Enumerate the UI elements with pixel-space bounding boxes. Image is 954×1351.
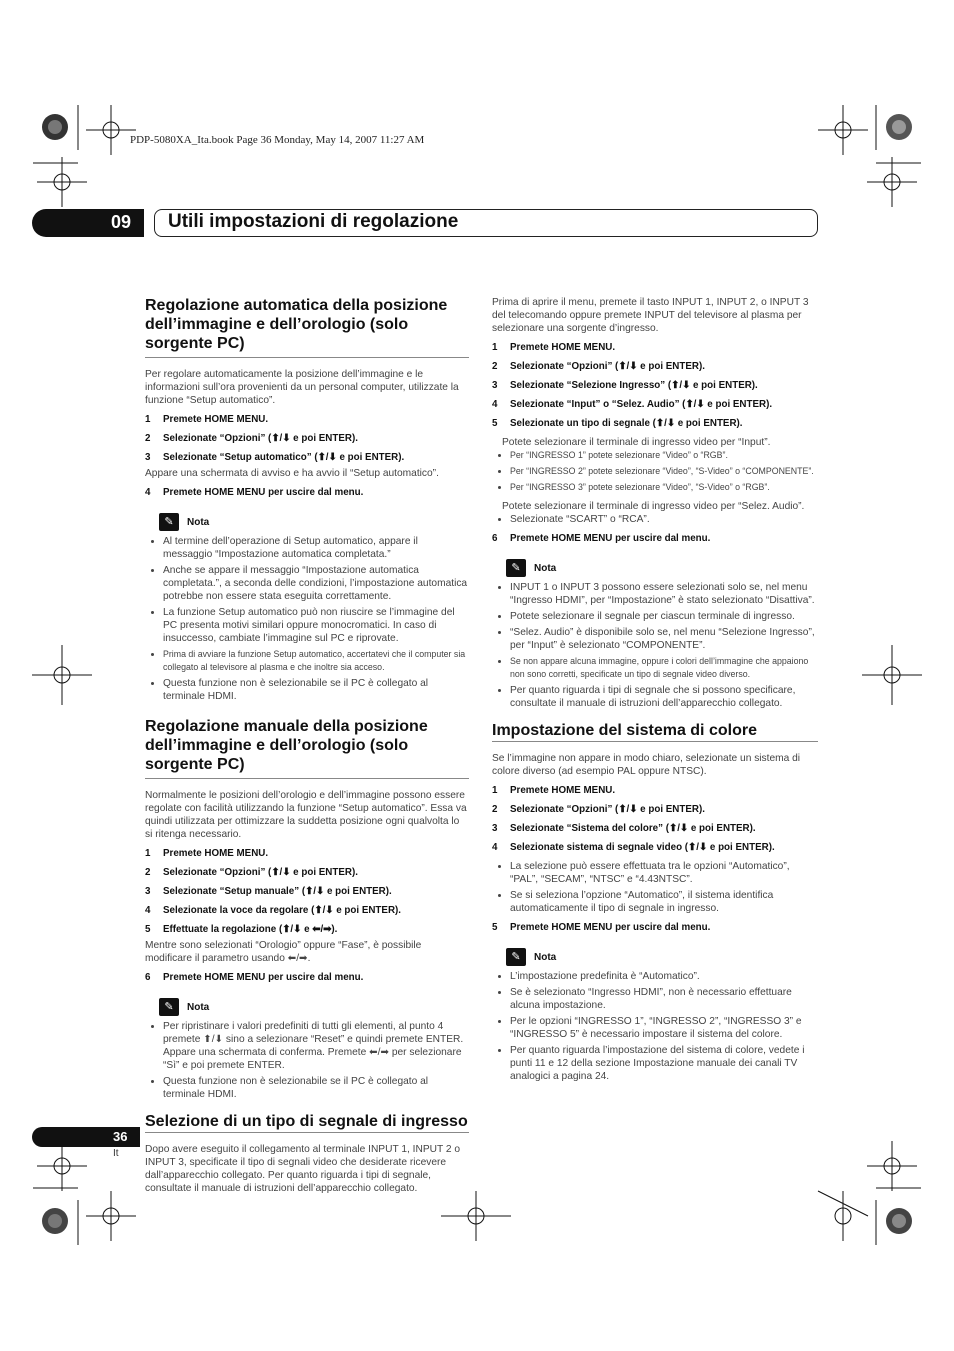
step-text: Selezionate “Opzioni” (⬆/⬇ e poi ENTER). xyxy=(510,804,705,815)
list-item: • Per quanto riguarda i tipi di segnale che si possono specificare, consultate il manuale di istruzioni dell’apparecchio collegato. xyxy=(510,684,818,710)
step-text: Premete HOME MENU. xyxy=(163,848,269,859)
step-number: 5 xyxy=(145,924,151,935)
list-item: • “Selez. Audio” è disponibile solo se, nel menu “Selezione Ingresso”, per “Input” è selezionato “COMPONENTE”. xyxy=(510,626,818,652)
step-number: 3 xyxy=(492,823,498,834)
list-item: • Per ripristinare i valori predefiniti di tutti gli elementi, al punto 4 premete ⬆/⬇ sino a selezionare “Reset” e quindi premete ENTER. Appare una schermata di conferma. Premete ⬅/➡ per selezionare “Sì” e poi premete ENTER. xyxy=(163,1020,469,1072)
step-number: 4 xyxy=(145,487,151,498)
note-list xyxy=(492,970,818,1083)
step-number: 1 xyxy=(492,342,498,353)
list-item: • INPUT 1 o INPUT 3 possono essere selezionati solo se, nel menu “Ingresso HDMI”, per “Impostazione” è stato selezionato “Disattiva”. xyxy=(510,581,818,607)
step-item xyxy=(492,379,818,392)
step-item xyxy=(145,971,469,984)
step-item xyxy=(145,866,469,879)
list-item: • Per “INGRESSO 1” potete selezionare “Video” o “RGB”. xyxy=(510,449,818,462)
note-header xyxy=(159,998,469,1016)
note-pencil-icon: ✎ xyxy=(506,948,526,966)
step-item xyxy=(145,847,469,860)
step-text: Selezionate “Opzioni” (⬆/⬇ e poi ENTER). xyxy=(163,867,358,878)
step-list xyxy=(145,847,469,936)
step-text: Premete HOME MENU per uscire dal menu. xyxy=(163,972,364,983)
left-column xyxy=(145,296,469,1201)
section-intro: Prima di aprire il menu, premete il tasto INPUT 1, INPUT 2, o INPUT 3 del telecomando oppure premete INPUT del televisore al plasma per selezionare una sorgente d’ingresso. xyxy=(492,297,809,334)
step-number: 5 xyxy=(492,922,498,933)
step-number: 6 xyxy=(492,533,498,544)
step-text: Selezionate la voce da regolare (⬆/⬇ e poi ENTER). xyxy=(163,905,402,916)
page-number: 36 xyxy=(113,1129,128,1144)
step-item xyxy=(145,885,469,898)
list-item: • Selezionate “SCART” o “RCA”. xyxy=(510,513,818,526)
list-item: • L’impostazione predefinita è “Automatico”. xyxy=(510,970,818,983)
step-number: 1 xyxy=(492,785,498,796)
step-text: Premete HOME MENU. xyxy=(510,785,616,796)
step-item xyxy=(492,360,818,373)
step-item xyxy=(145,451,469,464)
list-item: • Al termine dell’operazione di Setup automatico, appare il messaggio “Impostazione automatica completata.” xyxy=(163,535,469,561)
note-pencil-icon: ✎ xyxy=(159,998,179,1016)
step-subtext: Potete selezionare il terminale di ingresso video per “Input”. xyxy=(502,437,771,448)
list-item: • Per “INGRESSO 2” potete selezionare “Video”, “S-Video” o “COMPONENTE”. xyxy=(510,465,818,478)
step-text: Premete HOME MENU. xyxy=(163,414,269,425)
step-item xyxy=(145,486,469,499)
list-item: • La selezione può essere effettuata tra le opzioni “Automatico”, “PAL”, “SECAM”, “NTSC” e “4.43NTSC”. xyxy=(510,860,818,886)
list-item: • Se è selezionato “Ingresso HDMI”, non è necessario effettuare alcuna impostazione. xyxy=(510,986,818,1012)
note-header xyxy=(159,513,469,531)
note-header xyxy=(506,948,818,966)
step-number: 2 xyxy=(145,433,151,444)
step-text: Selezionate “Setup automatico” (⬆/⬇ e poi ENTER). xyxy=(163,452,405,463)
step-subtext: Potete selezionare il terminale di ingresso video per “Selez. Audio”. xyxy=(502,501,805,512)
step-item xyxy=(145,432,469,445)
step-number: 2 xyxy=(492,804,498,815)
step-item xyxy=(492,398,818,411)
section-title-auto: Regolazione automatica della posizione dell’immagine e dell’orologio (solo sorgente PC) xyxy=(145,296,469,358)
step-text: Premete HOME MENU per uscire dal menu. xyxy=(510,922,711,933)
step-item xyxy=(492,341,818,354)
step-number: 2 xyxy=(492,361,498,372)
step-number: 3 xyxy=(145,886,151,897)
step-text: Selezionate “Opzioni” (⬆/⬇ e poi ENTER). xyxy=(510,361,705,372)
list-item: • Questa funzione non è selezionabile se il PC è collegato al terminale HDMI. xyxy=(163,677,469,703)
step-list xyxy=(492,341,818,430)
note-pencil-icon: ✎ xyxy=(159,513,179,531)
list-item: • Prima di avviare la funzione Setup automatico, accertatevi che il computer sia collegato al televisore al plasma e che inoltre sia acceso. xyxy=(163,648,469,674)
step-text: Selezionate “Opzioni” (⬆/⬇ e poi ENTER). xyxy=(163,433,358,444)
step-list xyxy=(492,784,818,854)
step-number: 2 xyxy=(145,867,151,878)
option-list xyxy=(492,860,818,915)
step-number: 6 xyxy=(145,972,151,983)
step-text: Premete HOME MENU. xyxy=(510,342,616,353)
section-intro: Se l’immagine non appare in modo chiaro, selezionate un sistema di colore diverso (ad esempio PAL oppure NTSC). xyxy=(492,753,801,777)
chapter-title: Utili impostazioni di regolazione xyxy=(168,211,459,232)
note-header xyxy=(506,559,818,577)
section-intro: Normalmente le posizioni dell’orologio e dell’immagine possono essere regolate con facilità utilizzando la funzione “Setup automatico”. Essa va quindi utilizzata per ottimizzare la suddetta posizione ogni qualvolta lo si ritenga necessario. xyxy=(145,790,467,840)
step-text: Premete HOME MENU per uscire dal menu. xyxy=(510,533,711,544)
step-number: 3 xyxy=(492,380,498,391)
note-pencil-icon: ✎ xyxy=(506,559,526,577)
note-label: Nota xyxy=(534,562,557,574)
list-item: • Per le opzioni “INGRESSO 1”, “INGRESSO 2”, “INGRESSO 3” e “INGRESSO 5” è necessario impostare il sistema del colore. xyxy=(510,1015,818,1041)
step-number: 1 xyxy=(145,848,151,859)
step-text: Selezionate un tipo di segnale (⬆/⬇ e poi ENTER). xyxy=(510,418,743,429)
step-text: Selezionate “Input” o “Selez. Audio” (⬆/⬇ e poi ENTER). xyxy=(510,399,773,410)
step-item xyxy=(492,803,818,816)
step-item xyxy=(492,784,818,797)
option-list xyxy=(492,449,818,494)
note-label: Nota xyxy=(534,951,557,963)
step-item xyxy=(492,841,818,854)
step-item xyxy=(145,904,469,917)
step-number: 4 xyxy=(492,842,498,853)
step-text: Selezionate sistema di segnale video (⬆/⬇ e poi ENTER). xyxy=(510,842,775,853)
step-number: 5 xyxy=(492,418,498,429)
section-intro: Dopo avere eseguito il collegamento al terminale INPUT 1, INPUT 2 o INPUT 3, specificate il tipo di segnali video che desiderate ricevere dall’apparecchio collegato. Per quanto riguarda i tipi di segnale, consultate il manuale di istruzioni dell’apparecchio collegato. xyxy=(145,1144,461,1194)
step-number: 4 xyxy=(492,399,498,410)
note-list xyxy=(492,581,818,710)
section-title-signal: Selezione di un tipo di segnale di ingresso xyxy=(145,1115,469,1133)
note-label: Nota xyxy=(187,516,210,528)
right-column xyxy=(492,296,818,1089)
note-list xyxy=(145,535,469,703)
step-text: Effettuate la regolazione (⬆/⬇ e ⬅/➡). xyxy=(163,924,338,935)
step-number: 1 xyxy=(145,414,151,425)
step-item xyxy=(145,413,469,426)
section-title-manual: Regolazione manuale della posizione dell’immagine e dell’orologio (solo sorgente PC) xyxy=(145,717,469,779)
option-list xyxy=(492,513,818,526)
list-item: • Se si seleziona l’opzione “Automatico”, il sistema identifica automaticamente il tipo di segnale in ingresso. xyxy=(510,889,818,915)
step-subtext: Appare una schermata di avviso e ha avvio il “Setup automatico”. xyxy=(145,468,439,479)
print-header-meta: PDP-5080XA_Ita.book Page 36 Monday, May 14, 2007 11:27 AM xyxy=(130,134,425,146)
step-list xyxy=(145,413,469,464)
list-item: • Potete selezionare il segnale per ciascun terminale di ingresso. xyxy=(510,610,818,623)
list-item: • Se non appare alcuna immagine, oppure i colori dell’immagine che appaiono non sono corretti, specificate un tipo di segnale video diverso. xyxy=(510,655,818,681)
chapter-number: 09 xyxy=(111,212,132,232)
section-title-color: Impostazione del sistema di colore xyxy=(492,724,818,742)
step-item xyxy=(145,923,469,936)
step-number: 4 xyxy=(145,905,151,916)
step-text: Selezionate “Selezione Ingresso” (⬆/⬇ e poi ENTER). xyxy=(510,380,758,391)
note-list xyxy=(145,1020,469,1101)
note-label: Nota xyxy=(187,1001,210,1013)
list-item: • La funzione Setup automatico può non riuscire se l’immagine del PC presenta motivi similari oppure monocromatici. In caso di insuccesso, cambiate l’immagine sul PC e riprovate. xyxy=(163,606,469,645)
step-item xyxy=(492,417,818,430)
step-item xyxy=(492,532,818,545)
list-item: • Per quanto riguarda l’impostazione del sistema di colore, vedete i punti 11 e 12 della sezione Impostazione manuale dei canali TV analogici a pagina 24. xyxy=(510,1044,818,1083)
step-number: 3 xyxy=(145,452,151,463)
step-text: Premete HOME MENU per uscire dal menu. xyxy=(163,487,364,498)
language-code: It xyxy=(113,1148,119,1159)
list-item: • Anche se appare il messaggio “Impostazione automatica completata.”, a seconda delle condizioni, l’impostazione automatica potrebbe non essere stata eseguita correttamente. xyxy=(163,564,469,603)
list-item: • Questa funzione non è selezionabile se il PC è collegato al terminale HDMI. xyxy=(163,1075,469,1101)
step-item xyxy=(492,921,818,934)
step-text: Selezionate “Sistema del colore” (⬆/⬇ e poi ENTER). xyxy=(510,823,756,834)
step-item xyxy=(492,822,818,835)
step-subtext: Mentre sono selezionati “Orologio” oppure “Fase”, è possibile modificare il parametro usando ⬅/➡. xyxy=(145,940,422,964)
list-item: • Per “INGRESSO 3” potete selezionare “Video”, “S-Video” o “RGB”. xyxy=(510,481,818,494)
step-text: Selezionate “Setup manuale” (⬆/⬇ e poi ENTER). xyxy=(163,886,392,897)
section-intro: Per regolare automaticamente la posizione dell’immagine e le informazioni sull’ora provenienti da un personal computer, utilizzate la funzione “Setup automatico”. xyxy=(145,369,459,406)
